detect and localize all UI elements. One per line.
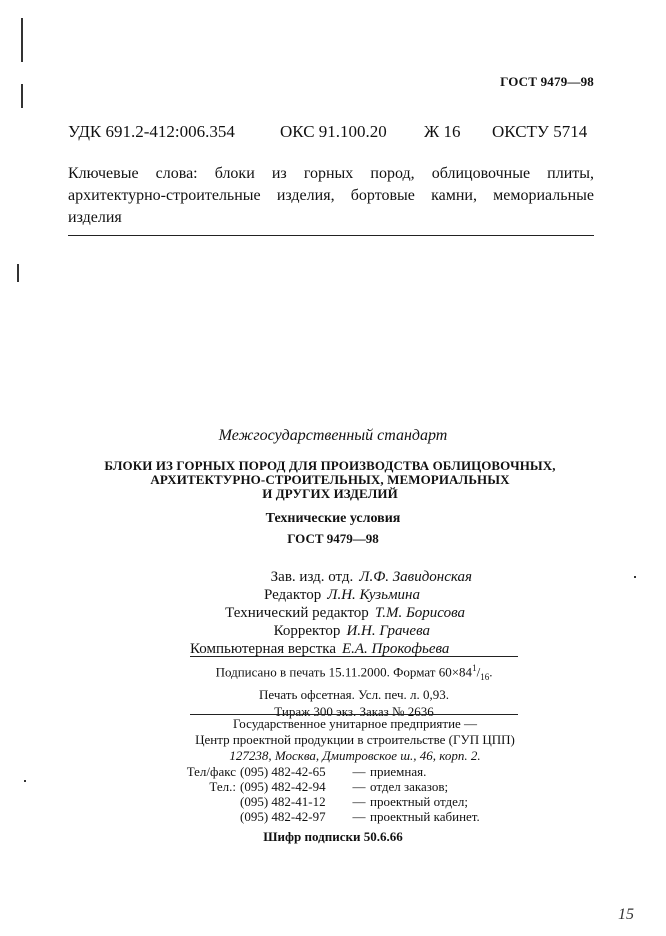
staff-name: Т.М. Борисова: [374, 605, 465, 621]
title-line: БЛОКИ ИЗ ГОРНЫХ ПОРОД ДЛЯ ПРОИЗВОДСТВА ОБЛИЦОВОЧНЫХ,: [104, 458, 556, 473]
fraction-denominator: 16: [480, 671, 490, 682]
print-line: Тираж 300 экз. Заказ № 2636: [274, 703, 434, 719]
contact-label: Тел/факс: [186, 764, 236, 779]
contact-phone: (095) 482-42-65: [240, 764, 326, 779]
subscription-cipher: Шифр подписки 50.6.66: [263, 829, 403, 844]
contact-desc: приемная.: [370, 764, 427, 779]
print-line: Подписано в печать 15.11.2000. Формат $60\times 84^1/_{16}$.: [215, 663, 493, 682]
print-info: [190, 660, 518, 720]
zh-code: Ж 16: [424, 122, 461, 141]
staff-role: Технический редактор: [225, 605, 369, 621]
contact-label: [170, 809, 240, 824]
contact-dash: —: [352, 779, 366, 794]
staff-row: [190, 568, 520, 586]
staff-row: [190, 622, 520, 640]
staff-name: Е.А. Прокофьева: [341, 641, 450, 657]
staff-role: Компьютерная верстка: [190, 641, 336, 657]
contact-row: [170, 794, 510, 809]
contact-dash: —: [352, 794, 366, 809]
staff-name: Л.Ф. Завидонская: [359, 569, 472, 585]
contact-phone: (095) 482-42-94: [240, 779, 326, 794]
scan-mark: [17, 264, 19, 282]
scan-dot: [24, 780, 26, 782]
contact-row: [170, 764, 510, 779]
staff-name: Л.Н. Кузьмина: [327, 587, 420, 603]
org-line: Государственное унитарное предприятие —: [232, 716, 478, 731]
org-line: Центр проектной продукции в строительстве (ГУП ЦПП): [195, 732, 515, 747]
okstu-code: ОКСТУ 5714: [492, 122, 588, 141]
subtitle: Технические условия: [265, 511, 401, 526]
scan-mark: [21, 84, 23, 108]
document-title: [60, 459, 600, 501]
contact-desc: проектный кабинет.: [370, 809, 480, 824]
title-line: И ДРУГИХ ИЗДЕЛИЙ: [262, 486, 398, 501]
staff-list: [190, 568, 520, 658]
org-address: 127238, Москва, Дмитровское ш., 46, корп. 2.: [229, 748, 481, 763]
staff-name: И.Н. Грачева: [346, 623, 430, 639]
contact-desc: отдел заказов;: [370, 779, 449, 794]
print-line-suffix: .: [489, 664, 493, 680]
contact-label: [170, 794, 240, 809]
title-line: АРХИТЕКТУРНО-СТРОИТЕЛЬНЫХ, МЕМОРИАЛЬНЫХ: [150, 472, 510, 487]
staff-row: [190, 604, 520, 622]
contact-list: [170, 764, 510, 824]
classification-codes: [68, 122, 594, 146]
contact-row: [170, 779, 510, 794]
staff-role: Зав. изд. отд.: [270, 569, 354, 585]
standard-type: Межгосударственный стандарт: [218, 427, 448, 444]
contact-label: Тел.:: [209, 779, 236, 794]
print-line: Печать офсетная. Усл. печ. л. 0,93.: [258, 686, 449, 702]
subtitle-code: ГОСТ 9479—98: [287, 531, 379, 546]
contact-dash: —: [352, 764, 366, 779]
udk-code: УДК 691.2-412:006.354: [68, 122, 235, 141]
scan-mark: [21, 18, 23, 62]
contact-desc: проектный отдел;: [370, 794, 468, 809]
oks-code: ОКС 91.100.20: [280, 122, 387, 141]
scan-dot: [634, 576, 636, 578]
contact-row: [170, 809, 510, 824]
handwritten-page-number: 15: [618, 906, 634, 923]
divider: [68, 235, 594, 236]
print-line-text: Подписано в печать 15.11.2000. Формат 60×84: [215, 664, 473, 680]
staff-role: Редактор: [263, 587, 322, 603]
standard-code-header: ГОСТ 9479—98: [500, 74, 594, 89]
divider: [190, 714, 518, 715]
divider: [190, 656, 518, 657]
contact-phone: (095) 482-42-97: [240, 809, 326, 824]
contact-dash: —: [352, 809, 366, 824]
fraction-numerator: 1: [472, 663, 477, 673]
publisher-info: [150, 716, 560, 764]
keywords-paragraph: Ключевые слова: блоки из горных пород, облицовочные плиты, архитектурно-строительные изделия, бортовые камни, мемориальные изделия: [68, 165, 594, 226]
contact-phone: (095) 482-41-12: [240, 794, 326, 809]
staff-role: Корректор: [273, 623, 341, 639]
staff-row: [190, 586, 520, 604]
